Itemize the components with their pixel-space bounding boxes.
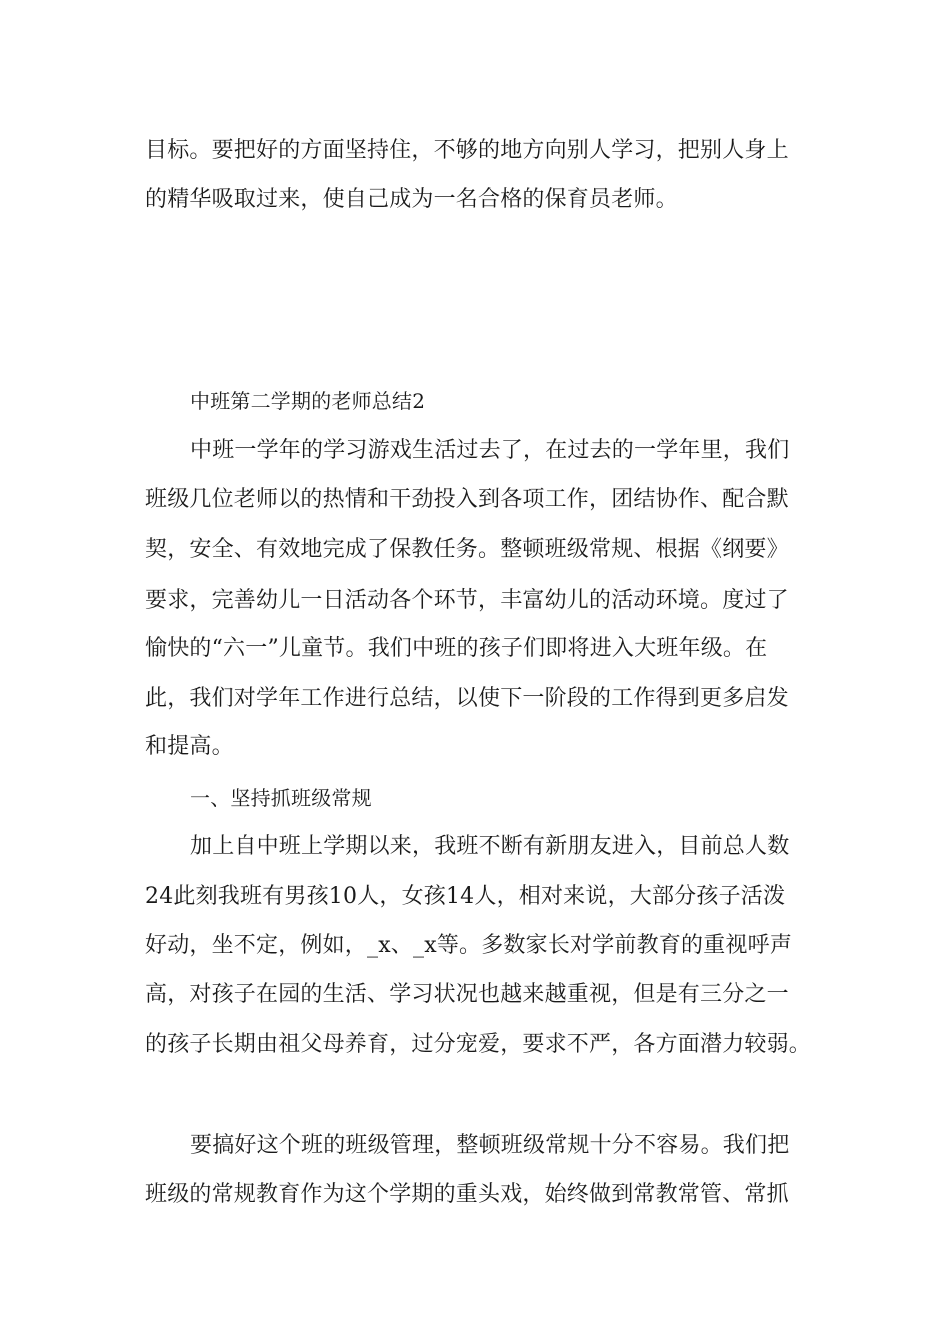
para2-line-5: 的孩子长期由祖父母养育，过分宠爱，要求不严，各方面潜力较弱。 [145,1032,812,1057]
para1-line-2: 班级几位老师以的热情和干劲投入到各项工作，团结协作、配合默 [145,487,789,512]
para2-line-3: 好动，坐不定，例如，_x、_x等。多数家长对学前教育的重视呼声 [145,933,793,958]
section-title: 中班第二学期的老师总结2 [190,389,426,413]
para3-line-1: 要搞好这个班的班级管理，整顿班级常规十分不容易。我们把 [190,1133,790,1158]
para2-line-2: 24此刻我班有男孩10人，女孩14人，相对来说，大部分孩子活泼 [145,884,786,909]
para1-line-4: 要求，完善幼儿一日活动各个环节，丰富幼儿的活动环境。度过了 [145,588,789,613]
para1-line-6: 此，我们对学年工作进行总结，以使下一阶段的工作得到更多启发 [145,686,789,711]
intro-line-1: 目标。要把好的方面坚持住，不够的地方向别人学习，把别人身上 [145,138,789,163]
para3-line-2: 班级的常规教育作为这个学期的重头戏，始终做到常教常管、常抓 [145,1182,789,1207]
para1-line-1: 中班一学年的学习游戏生活过去了，在过去的一学年里，我们 [190,438,790,463]
section-1-heading: 一、坚持抓班级常规 [190,786,372,810]
para1-line-3: 契，安全、有效地完成了保教任务。整顿班级常规、根据《纲要》 [145,537,789,562]
para1-line-7: 和提高。 [145,734,234,759]
para2-line-1: 加上自中班上学期以来，我班不断有新朋友进入，目前总人数 [190,834,790,859]
para2-line-4: 高，对孩子在园的生活、学习状况也越来越重视，但是有三分之一 [145,982,789,1007]
intro-line-2: 的精华吸取过来，使自己成为一名合格的保育员老师。 [145,187,678,212]
para1-line-5: 愉快的“六一”儿童节。我们中班的孩子们即将进入大班年级。在 [145,636,768,661]
